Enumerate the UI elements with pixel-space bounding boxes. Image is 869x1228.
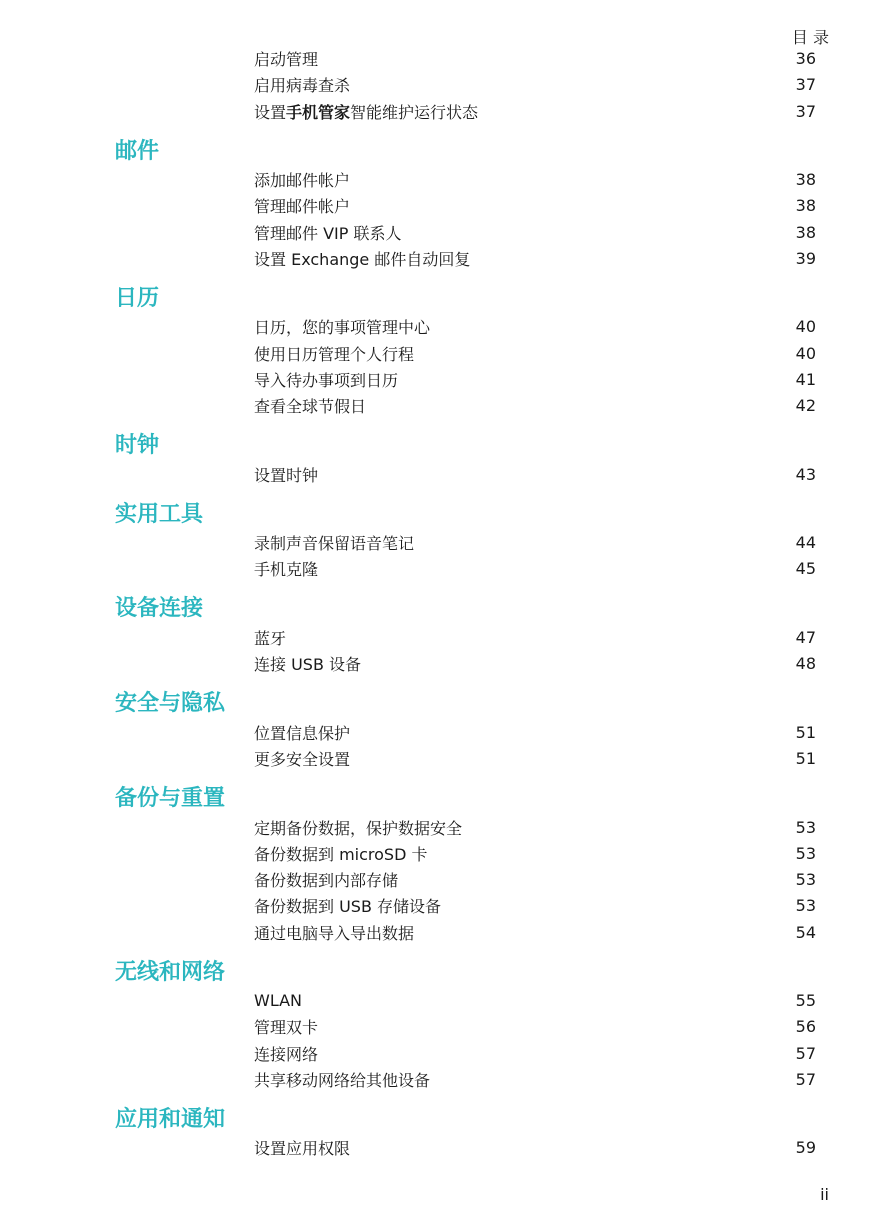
- toc-entry-title: [254, 626, 286, 649]
- toc-entry-title-part: 使用日历管理个人行程: [254, 344, 415, 364]
- toc-entry-page: 51: [795, 748, 816, 768]
- toc-entry-title: [254, 868, 398, 891]
- toc-entry[interactable]: [254, 246, 816, 270]
- toc-entry-title: [254, 991, 302, 1010]
- toc-entry-title-part: 添加邮件帐户: [254, 170, 351, 190]
- toc-entry-page: 37: [795, 101, 816, 121]
- toc-entry[interactable]: [254, 72, 816, 96]
- toc-entry-title-part: 通过电脑导入导出数据: [254, 923, 415, 943]
- toc-entry-title-part: 连接网络: [254, 1044, 319, 1064]
- toc-entry-title-part: 导入待办事项到日历: [254, 370, 399, 390]
- toc-entry-page: 38: [795, 195, 816, 215]
- toc-entry-title-part: 启动管理: [254, 49, 319, 69]
- toc-entry-page: 40: [795, 343, 816, 363]
- toc-entry-title: [254, 1136, 350, 1159]
- section-heading: 设备连接: [115, 596, 204, 621]
- page-number: ii: [820, 1185, 829, 1204]
- toc-entry-title: [254, 721, 350, 744]
- toc-entry-title-part: 备份数据到 USB 存储设备: [254, 896, 442, 916]
- toc-entry-title: [254, 1015, 318, 1038]
- toc-entry-title-part: WLAN: [254, 990, 303, 1010]
- toc-entry-title-part: 备份数据到 microSD 卡: [254, 844, 428, 864]
- toc-entry[interactable]: [254, 193, 816, 217]
- toc-entry[interactable]: [254, 720, 816, 744]
- toc-entry-title: [254, 1068, 430, 1091]
- toc-entry-page: 55: [795, 990, 816, 1010]
- toc-entry[interactable]: [254, 651, 816, 675]
- toc-entry[interactable]: [254, 367, 816, 391]
- toc-entry-title-part: 管理邮件帐户: [254, 196, 351, 216]
- toc-entry[interactable]: [254, 46, 816, 70]
- toc-entry-page: 53: [795, 817, 816, 837]
- toc-entry[interactable]: [254, 220, 816, 244]
- section-heading: 备份与重置: [115, 786, 226, 811]
- toc-entry-title-part: 手机克隆: [254, 559, 319, 579]
- toc-entry[interactable]: [254, 1014, 816, 1038]
- section-heading: 日历: [115, 286, 160, 311]
- toc-entry-title-part: 定期备份数据，保护数据安全: [254, 818, 463, 838]
- toc-entry-page: 47: [795, 627, 816, 647]
- toc-entry-page: 59: [795, 1137, 816, 1157]
- toc-entry[interactable]: [254, 841, 816, 865]
- toc-entry[interactable]: [254, 867, 816, 891]
- toc-entry-page: 57: [795, 1069, 816, 1089]
- toc-entry-title-part: 设置时钟: [254, 465, 319, 485]
- toc-entry-title-part: 管理双卡: [254, 1017, 319, 1037]
- toc-entry-title-part: 启用病毒查杀: [254, 75, 351, 95]
- toc-entry-page: 38: [795, 222, 816, 242]
- toc-entry-page: 45: [795, 558, 816, 578]
- toc-entry[interactable]: [254, 393, 816, 417]
- toc-entry-page: 53: [795, 869, 816, 889]
- toc-entry-page: 39: [795, 248, 816, 268]
- toc-entry-title-part: 蓝牙: [254, 628, 287, 648]
- toc-entry-title-part: 设置应用权限: [254, 1138, 351, 1158]
- toc-entry-page: 51: [795, 722, 816, 742]
- toc-entry[interactable]: [254, 530, 816, 554]
- toc-entry[interactable]: [254, 988, 816, 1012]
- toc-entry-page: 36: [795, 48, 816, 68]
- toc-entry-title-bold-part: 手机管家: [286, 102, 351, 122]
- toc-entry-page: 56: [795, 1016, 816, 1036]
- toc-entry-title: [254, 342, 414, 365]
- toc-entry-title: [254, 557, 318, 580]
- toc-entry-title: [254, 315, 430, 338]
- toc-entry-page: 44: [795, 532, 816, 552]
- toc-entry[interactable]: [254, 462, 816, 486]
- toc-entry-title: [254, 168, 350, 191]
- toc-entry-title: [254, 816, 462, 839]
- toc-entry-page: 57: [795, 1043, 816, 1063]
- toc-entry-title-part: 设置: [254, 102, 287, 122]
- toc-header: 目 录: [791, 28, 829, 47]
- toc-entry-page: 53: [795, 843, 816, 863]
- toc-entry-title: [254, 221, 402, 244]
- section-heading: 实用工具: [115, 502, 204, 527]
- toc-entry-title: [254, 1042, 318, 1065]
- toc-entry-page: 41: [795, 369, 816, 389]
- section-heading: 时钟: [115, 433, 160, 458]
- toc-entry-title: [254, 194, 350, 217]
- toc-entry[interactable]: [254, 341, 816, 365]
- toc-entry-title: [254, 747, 350, 770]
- toc-entry[interactable]: [254, 314, 816, 338]
- toc-entry-title-part: 更多安全设置: [254, 749, 351, 769]
- toc-entry[interactable]: [254, 625, 816, 649]
- toc-entry-page: 54: [795, 922, 816, 942]
- toc-entry-title-part: 备份数据到内部存储: [254, 870, 399, 890]
- toc-entry-title: [254, 47, 318, 70]
- toc-entry[interactable]: [254, 556, 816, 580]
- toc-entry-title: [254, 73, 350, 96]
- toc-entry[interactable]: [254, 1067, 816, 1091]
- toc-entry[interactable]: [254, 920, 816, 944]
- toc-entry-page: 48: [795, 653, 816, 673]
- toc-entry[interactable]: [254, 893, 816, 917]
- toc-entry-title-part: 查看全球节假日: [254, 396, 367, 416]
- toc-entry[interactable]: [254, 167, 816, 191]
- toc-entry[interactable]: [254, 815, 816, 839]
- toc-entry-title-part: 共享移动网络给其他设备: [254, 1070, 431, 1090]
- toc-entry-title-part: 智能维护运行状态: [350, 102, 479, 122]
- toc-entry-page: 40: [795, 316, 816, 336]
- toc-entry-title: [254, 842, 428, 865]
- toc-entry-title: [254, 368, 398, 391]
- toc-entry-title-part: 连接 USB 设备: [254, 654, 362, 674]
- toc-entry-title-part: 位置信息保护: [254, 723, 351, 743]
- toc-entry-title: [254, 652, 361, 675]
- toc-entry-title: [254, 894, 441, 917]
- section-heading: 应用和通知: [115, 1107, 226, 1132]
- toc-entry-title: [254, 247, 470, 270]
- toc-entry-title-part: 管理邮件 VIP 联系人: [254, 223, 402, 243]
- toc-entry[interactable]: [254, 1041, 816, 1065]
- toc-entry-title-part: 设置 Exchange 邮件自动回复: [254, 249, 471, 269]
- toc-entry-page: 53: [795, 895, 816, 915]
- toc-entry-title: [254, 463, 318, 486]
- toc-entry-title: [254, 921, 414, 944]
- section-heading: 安全与隐私: [115, 691, 226, 716]
- toc-entry-title: [254, 394, 366, 417]
- toc-entry-title: [254, 100, 478, 123]
- toc-entry-title: [254, 531, 414, 554]
- toc-entry-page: 37: [795, 74, 816, 94]
- toc-entry[interactable]: [254, 1135, 816, 1159]
- toc-entry-title-part: 录制声音保留语音笔记: [254, 533, 415, 553]
- section-heading: 邮件: [115, 139, 160, 164]
- toc-entry-page: 43: [795, 464, 816, 484]
- toc-entry-title-part: 日历，您的事项管理中心: [254, 317, 431, 337]
- toc-entry-page: 42: [795, 395, 816, 415]
- toc-entry[interactable]: [254, 746, 816, 770]
- toc-entry[interactable]: [254, 99, 816, 123]
- toc-entry-page: 38: [795, 169, 816, 189]
- section-heading: 无线和网络: [115, 960, 226, 985]
